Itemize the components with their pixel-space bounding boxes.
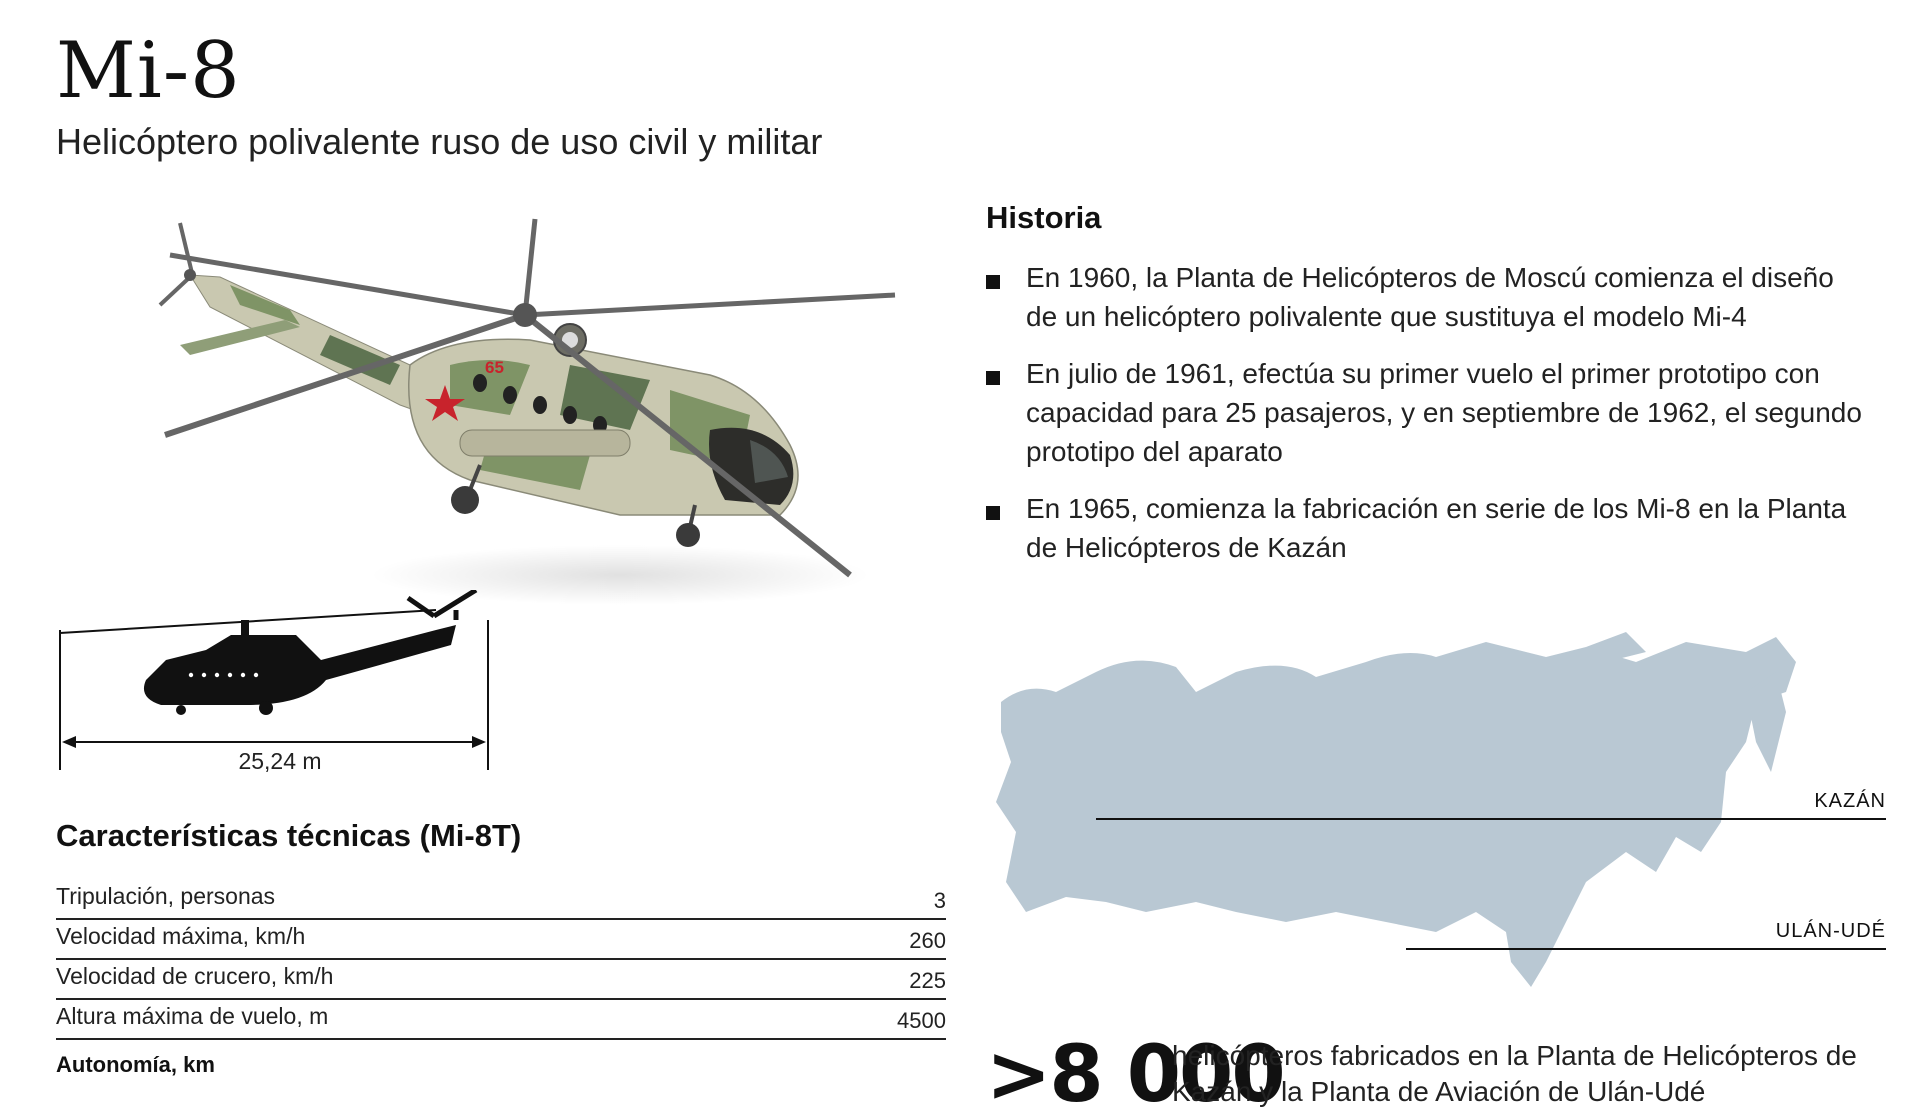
history-heading: Historia — [986, 200, 1102, 235]
spec-row — [56, 880, 946, 920]
kazan-leader-line — [1096, 818, 1886, 820]
city-label-ulan-ude: ULÁN-UDÉ — [1775, 920, 1886, 942]
spec-value: 260 — [909, 928, 946, 953]
history-item — [986, 258, 1866, 336]
bullet-icon — [986, 371, 1000, 385]
spec-value: 225 — [909, 968, 946, 993]
city-label-kazan: KAZÁN — [1814, 790, 1886, 812]
production-count: >8 000 — [986, 1030, 1284, 1120]
spec-row — [56, 1000, 946, 1040]
specs-table — [56, 880, 946, 1078]
spec-label: Velocidad máxima, km/h — [56, 923, 306, 949]
spec-label: Tripulación, personas — [56, 883, 276, 909]
spec-row — [56, 960, 946, 1000]
fuselage-marking: 65 — [485, 358, 504, 377]
autonomy-heading: Autonomía, km — [56, 1052, 215, 1077]
spec-value: 3 — [933, 888, 946, 913]
history-list — [986, 258, 1866, 585]
length-dimension-label: 25,24 m — [238, 748, 322, 774]
russia-outline — [986, 632, 1886, 1012]
page-title: Mi-8 — [56, 26, 241, 116]
history-item — [986, 354, 1866, 471]
russia-map — [986, 632, 1886, 1012]
helicopter-illustration — [150, 215, 930, 625]
spec-label: Altura máxima de vuelo, m — [56, 1003, 329, 1029]
specs-heading: Características técnicas (Mi-8T) — [56, 818, 522, 853]
bullet-icon — [986, 275, 1000, 289]
helicopter-silhouette — [56, 590, 496, 770]
history-text: En julio de 1961, efectúa su primer vuelo el primer prototipo con capacidad para 25 pasajeros, y en septiembre de 1962, el segundo prototipo del aparato — [1026, 358, 1862, 467]
spec-label: Velocidad de crucero, km/h — [56, 963, 334, 989]
history-text: En 1960, la Planta de Helicópteros de Moscú comienza el diseño de un helicóptero polivalente que sustituya el modelo Mi-4 — [1026, 262, 1834, 332]
production-description: helicópteros fabricados en la Planta de Helicópteros de Kazán y la Planta de Aviación de Ulán-Udé — [1172, 1040, 1857, 1107]
history-text: En 1965, comienza la fabricación en serie de los Mi-8 en la Planta de Helicópteros de Kazán — [1026, 493, 1847, 563]
spec-row — [56, 920, 946, 960]
page-subtitle: Helicóptero polivalente ruso de uso civil y militar — [56, 121, 823, 162]
spec-value: 4500 — [897, 1008, 946, 1033]
ulan-ude-leader-line — [1406, 948, 1886, 950]
bullet-icon — [986, 506, 1000, 520]
history-item — [986, 489, 1866, 567]
